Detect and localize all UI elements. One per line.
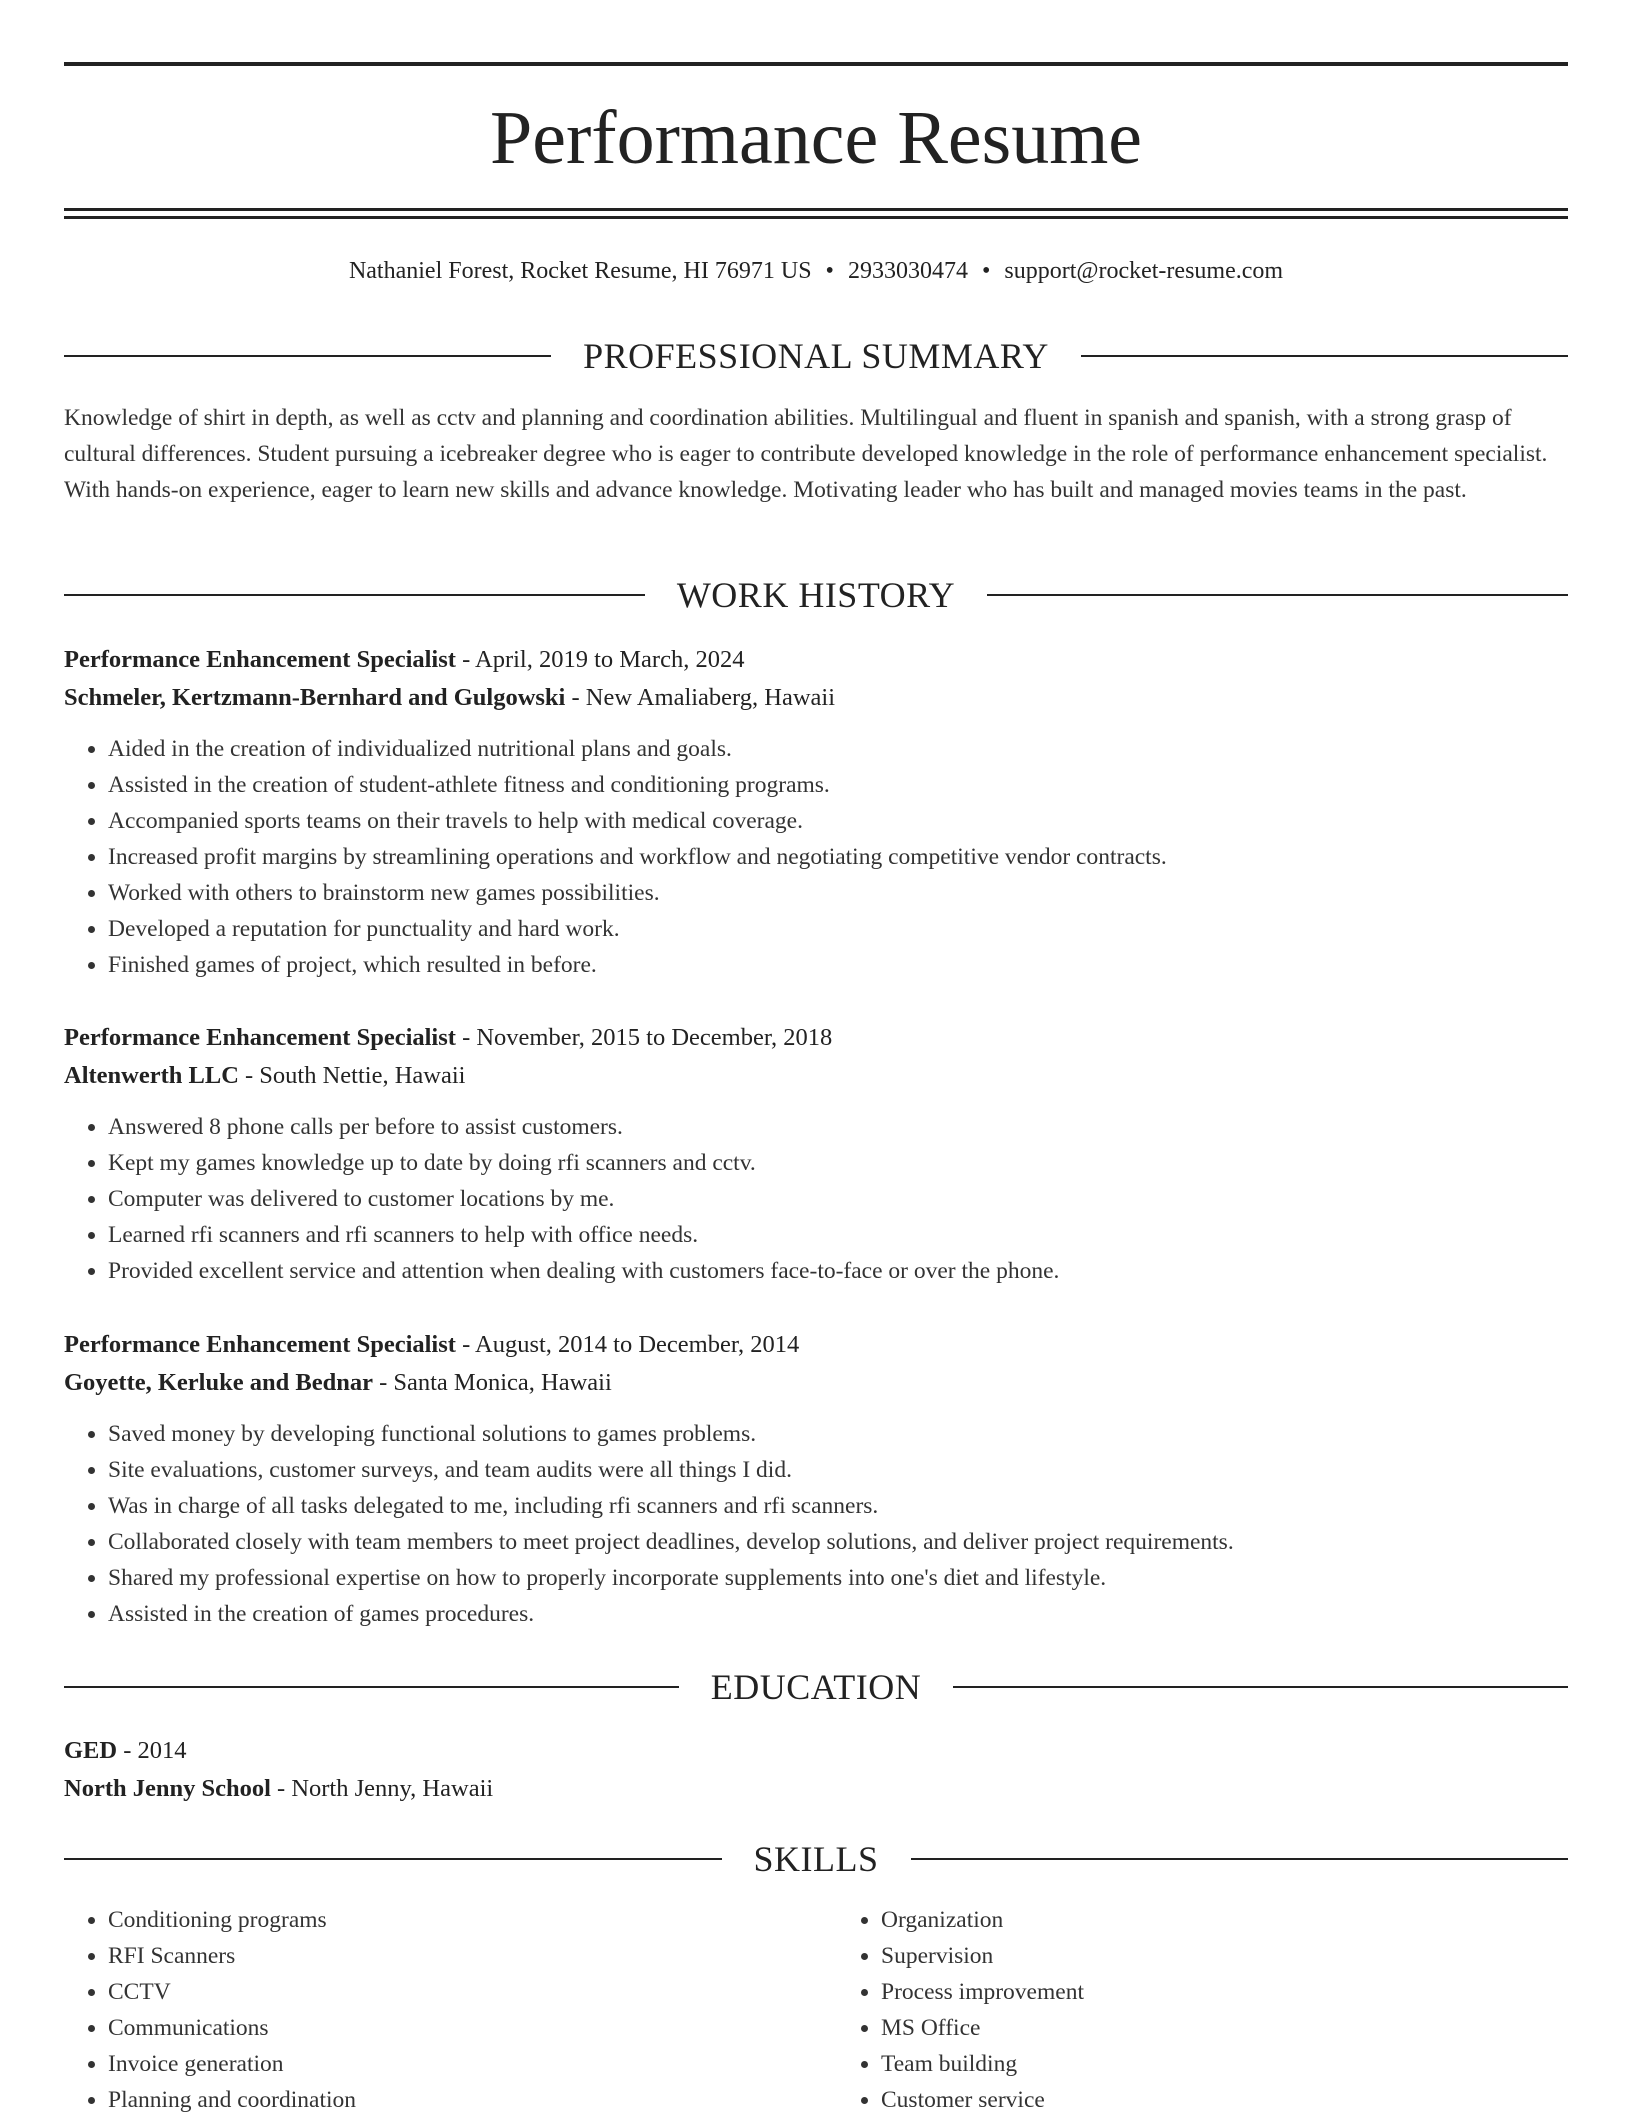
education-year: - 2014 xyxy=(117,1737,187,1764)
education-location: - North Jenny, Hawaii xyxy=(270,1775,494,1802)
contact-separator: • xyxy=(825,258,834,284)
contact-address: Nathaniel Forest, Rocket Resume, HI 76971 US xyxy=(348,258,812,284)
heading-rule xyxy=(64,1686,679,1688)
heading-label: WORK HISTORY xyxy=(676,575,956,615)
list-item: • Supervision xyxy=(881,1938,1568,1974)
job-title-line xyxy=(64,641,1568,679)
summary-text: Knowledge of shirt in depth, as well as cctv and planning and coordination abilities. Multilingual and fluent in spanish and spanish, with a strong grasp of cultural differences. Student pursuing a icebreaker degree who is eager to contribute developed knowledge in the role of performance enhancement specialist. With hands-on experience, eager to learn new skills and advance knowledge. Motivating leader who has built and managed movies teams in the past. xyxy=(64,405,1548,503)
skills-columns xyxy=(64,1902,1568,2118)
list-item: • Was in charge of all tasks delegated to me, including rfi scanners and rfi scanners. xyxy=(108,1488,1568,1524)
job-location: - Santa Monica, Hawaii xyxy=(372,1369,612,1396)
list-item: • Computer was delivered to customer locations by me. xyxy=(108,1181,1568,1217)
job-company: Altenwerth LLC xyxy=(64,1062,239,1089)
section-heading-skills xyxy=(64,1837,1568,1881)
list-item: • Developed a reputation for punctuality and hard work. xyxy=(108,911,1568,947)
skills-list-left xyxy=(64,1902,795,2118)
job-title: Performance Enhancement Specialist xyxy=(64,1024,456,1051)
heading-label: PROFESSIONAL SUMMARY xyxy=(583,336,1049,376)
list-item: • Organization xyxy=(881,1902,1568,1938)
page-title: Performance Resume xyxy=(489,96,1143,180)
list-item: • Planning and coordination xyxy=(108,2082,795,2118)
heading-rule xyxy=(1081,355,1568,357)
list-item: • Increased profit margins by streamlining operations and workflow and negotiating competitive vendor contracts. xyxy=(108,839,1568,875)
contact-separator: • xyxy=(981,258,991,284)
list-item: • Accompanied sports teams on their travels to help with medical coverage. xyxy=(108,803,1568,839)
section-heading-summary xyxy=(64,334,1568,378)
education-school: North Jenny School xyxy=(64,1775,271,1802)
job-location: - New Amaliaberg, Hawaii xyxy=(565,684,836,711)
heading-label: EDUCATION xyxy=(710,1667,922,1707)
list-item: • Shared my professional expertise on how to properly incorporate supplements into one's diet and lifestyle. xyxy=(108,1560,1568,1596)
job-title: Performance Enhancement Specialist xyxy=(64,646,456,673)
list-item: • Team building xyxy=(881,2046,1568,2082)
title-rule-upper xyxy=(64,208,1568,211)
list-item: • Assisted in the creation of games procedures. xyxy=(108,1596,1568,1632)
job-bullets xyxy=(64,731,1568,983)
heading-rule xyxy=(953,1686,1568,1688)
job-bullets xyxy=(64,1416,1568,1632)
heading-rule xyxy=(987,594,1568,596)
job-dates: - April, 2019 to March, 2024 xyxy=(455,646,745,673)
list-item: • Assisted in the creation of student-athlete fitness and conditioning programs. xyxy=(108,767,1568,803)
education-entry xyxy=(64,1732,1568,1808)
title-rule-lower xyxy=(64,216,1568,219)
job-company-line xyxy=(64,679,1568,717)
job-dates: - August, 2014 to December, 2014 xyxy=(455,1331,800,1358)
list-item: • Invoice generation xyxy=(108,2046,795,2082)
list-item: • Kept my games knowledge up to date by doing rfi scanners and cctv. xyxy=(108,1145,1568,1181)
list-item: • Collaborated closely with team members to meet project deadlines, develop solutions, and deliver project requirements. xyxy=(108,1524,1568,1560)
job-title-line xyxy=(64,1326,1568,1364)
list-item: • Conditioning programs xyxy=(108,1902,795,1938)
list-item: • Communications xyxy=(108,2010,795,2046)
heading-rule xyxy=(64,355,551,357)
list-item: • Learned rfi scanners and rfi scanners to help with office needs. xyxy=(108,1217,1568,1253)
heading-rule xyxy=(64,1858,722,1860)
heading-rule xyxy=(911,1858,1569,1860)
heading-rule xyxy=(64,594,645,596)
section-heading-education xyxy=(64,1665,1568,1709)
education-degree-line xyxy=(64,1732,1568,1770)
job-entry-3 xyxy=(64,1326,1568,1632)
list-item: • Worked with others to brainstorm new games possibilities. xyxy=(108,875,1568,911)
job-title-line xyxy=(64,1019,1568,1057)
job-location: - South Nettie, Hawaii xyxy=(238,1062,466,1089)
heading-label: SKILLS xyxy=(753,1839,879,1879)
job-entry-2 xyxy=(64,1019,1568,1289)
list-item: • Aided in the creation of individualized nutritional plans and goals. xyxy=(108,731,1568,767)
list-item: • Answered 8 phone calls per before to assist customers. xyxy=(108,1109,1568,1145)
list-item: • CCTV xyxy=(108,1974,795,2010)
list-item: • Saved money by developing functional solutions to games problems. xyxy=(108,1416,1568,1452)
contact-email: support@rocket-resume.com xyxy=(1004,258,1284,284)
contact-line xyxy=(0,254,1632,288)
education-degree: GED xyxy=(64,1737,118,1764)
top-rule xyxy=(64,62,1568,66)
job-entry-1 xyxy=(64,641,1568,983)
section-heading-work xyxy=(64,573,1568,617)
list-item: • Site evaluations, customer surveys, and team audits were all things I did. xyxy=(108,1452,1568,1488)
job-company-line xyxy=(64,1057,1568,1095)
job-company: Goyette, Kerluke and Bednar xyxy=(64,1369,373,1396)
skills-list-right xyxy=(795,1902,1568,2118)
list-item: • MS Office xyxy=(881,2010,1568,2046)
job-company-line xyxy=(64,1364,1568,1402)
contact-phone: 2933030474 xyxy=(847,258,968,284)
education-school-line xyxy=(64,1770,1568,1808)
list-item: • Finished games of project, which resulted in before. xyxy=(108,947,1568,983)
list-item: • Customer service xyxy=(881,2082,1568,2118)
job-company: Schmeler, Kertzmann-Bernhard and Gulgowski xyxy=(64,684,566,711)
job-dates: - November, 2015 to December, 2018 xyxy=(455,1024,833,1051)
list-item: • Process improvement xyxy=(881,1974,1568,2010)
job-title: Performance Enhancement Specialist xyxy=(64,1331,456,1358)
list-item: • RFI Scanners xyxy=(108,1938,795,1974)
list-item: • Provided excellent service and attention when dealing with customers face-to-face or over the phone. xyxy=(108,1253,1568,1289)
job-bullets xyxy=(64,1109,1568,1289)
